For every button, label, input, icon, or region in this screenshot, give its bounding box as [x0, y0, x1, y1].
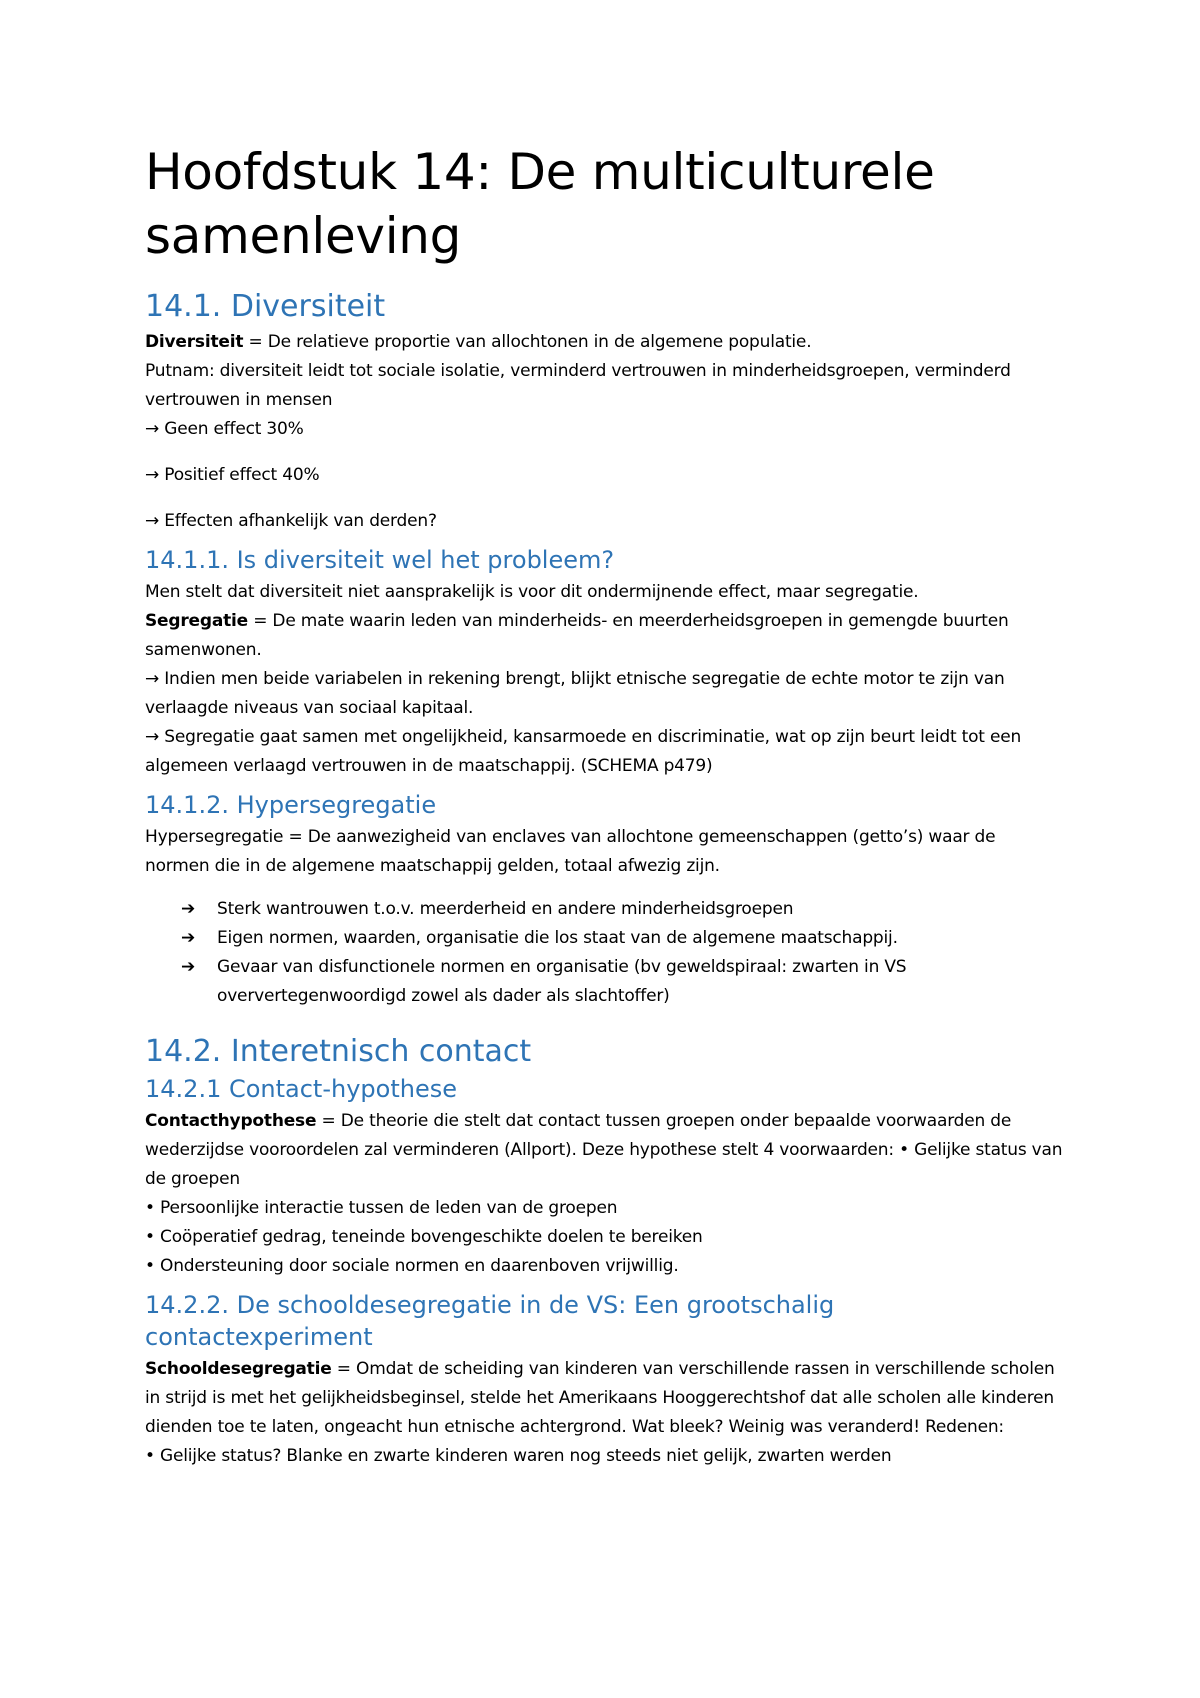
arrow-line: → Segregatie gaat samen met ongelijkheid, kansarmoede en discriminatie, wat op zijn beurt leidt tot een algemeen verlaagd vertrouwen in de maatschappij. (SCHEMA p479) — [145, 727, 1022, 776]
paragraph: Men stelt dat diversiteit niet aansprakelijk is voor dit ondermijnende effect, maar segregatie. — [145, 582, 919, 602]
arrow-bullet-icon: ➔ — [181, 957, 196, 977]
heading-14-2-1: 14.2.1 Contact-hypothese — [145, 1075, 457, 1103]
definition-hypersegregatie: Hypersegregatie = De aanwezigheid van enclaves van allochtone gemeenschappen (getto’s) waar de normen die in de algemene maatschappij gelden, totaal afwezig zijn. — [145, 827, 996, 876]
heading-14-2: 14.2. Interetnisch contact — [145, 1034, 532, 1069]
arrow-line: → Positief effect 40% — [145, 465, 320, 485]
bullet-line: • Gelijke status? Blanke en zwarte kinderen waren nog steeds niet gelijk, zwarten werden — [145, 1446, 892, 1466]
definition-contacthypothese — [145, 1107, 1065, 1194]
definition-text: = De theorie die stelt dat contact tussen groepen onder bepaalde voorwaarden de wederzijdse vooroordelen zal verminderen (Allport). Deze hypothese stelt 4 voorwaarden: • Gelijke status van de groepen — [145, 1111, 1063, 1189]
arrow-bullet-icon: ➔ — [181, 899, 196, 919]
heading-14-1-2: 14.1.2. Hypersegregatie — [145, 791, 437, 819]
bullet-line: • Ondersteuning door sociale normen en daarenboven vrijwillig. — [145, 1256, 679, 1276]
definition-diversiteit — [145, 328, 1065, 357]
list-item — [145, 953, 1065, 1011]
arrow-line: → Geen effect 30% — [145, 419, 304, 439]
list-item-text: Gevaar van disfunctionele normen en organisatie (bv geweldspiraal: zwarten in VS oververtegenwoordigd zowel als dader als slachtoffer) — [217, 957, 907, 1006]
heading-14-2-2: 14.2.2. De schooldesegregatie in de VS: Een grootschalig contactexperiment — [145, 1291, 835, 1351]
term-diversiteit: Diversiteit — [145, 332, 244, 352]
term-contacthypothese: Contacthypothese — [145, 1111, 317, 1131]
definition-segregatie — [145, 607, 1065, 665]
bullet-line: • Persoonlijke interactie tussen de leden van de groepen — [145, 1198, 618, 1218]
document-page — [145, 140, 1065, 1471]
term-segregatie: Segregatie — [145, 611, 248, 631]
list-item — [145, 895, 1065, 924]
putnam-paragraph: Putnam: diversiteit leidt tot sociale isolatie, verminderd vertrouwen in minderheidsgroepen, verminderd vertrouwen in mensen — [145, 361, 1011, 410]
bullet-line: • Coöperatief gedrag, teneinde bovengeschikte doelen te bereiken — [145, 1227, 703, 1247]
list-item-text: Sterk wantrouwen t.o.v. meerderheid en andere minderheidsgroepen — [217, 899, 794, 919]
definition-text: = Omdat de scheiding van kinderen van verschillende rassen in verschillende scholen in strijd is met het gelijkheidsbeginsel, stelde het Amerikaans Hooggerechtshof dat alle scholen alle kinderen dienden toe te laten, ongeacht hun etnische achtergrond. Wat bleek? Weinig was veranderd! Redenen: — [145, 1359, 1055, 1437]
definition-text: = De mate waarin leden van minderheids- en meerderheidsgroepen in gemengde buurten samenwonen. — [145, 611, 1009, 660]
term-schooldesegregatie: Schooldesegregatie — [145, 1359, 332, 1379]
list-item — [145, 924, 1065, 953]
heading-14-1: 14.1. Diversiteit — [145, 289, 386, 324]
definition-text: = De relatieve proportie van allochtonen in de algemene populatie. — [243, 332, 812, 352]
definition-schooldesegregatie — [145, 1355, 1065, 1442]
arrow-line: → Effecten afhankelijk van derden? — [145, 511, 437, 531]
arrow-bullet-icon: ➔ — [181, 928, 196, 948]
heading-14-1-1: 14.1.1. Is diversiteit wel het probleem? — [145, 546, 615, 574]
arrow-line: → Indien men beide variabelen in rekening brengt, blijkt etnische segregatie de echte motor te zijn van verlaagde niveaus van sociaal kapitaal. — [145, 669, 1005, 718]
arrow-bullet-list — [145, 895, 1065, 1011]
list-item-text: Eigen normen, waarden, organisatie die los staat van de algemene maatschappij. — [217, 928, 898, 948]
document-title: Hoofdstuk 14: De multiculturele samenleving — [145, 143, 935, 265]
